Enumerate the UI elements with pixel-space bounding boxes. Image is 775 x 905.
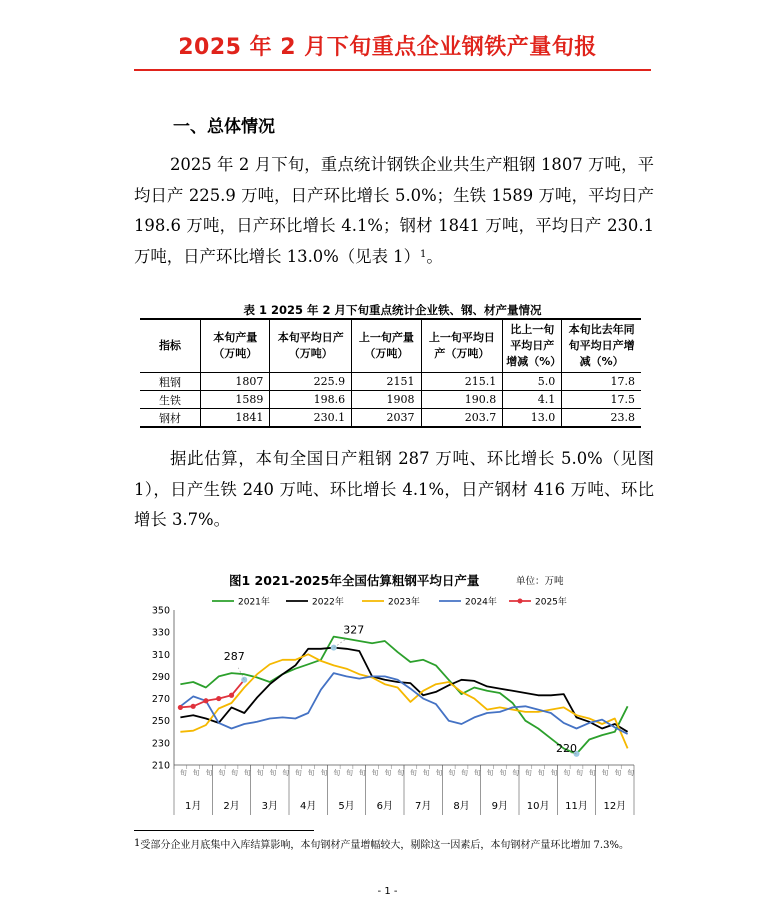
legend-label: 2021年 <box>238 597 270 608</box>
table-cell: 203.7 <box>421 409 503 428</box>
x-period-label: 旬 <box>294 769 303 776</box>
annotation-marker <box>331 645 337 651</box>
x-period-label: 旬 <box>179 769 188 776</box>
page-number: - 1 - <box>377 886 398 897</box>
header-cell: 上一旬平均日产（万吨） <box>421 319 503 373</box>
table-header-row <box>140 319 641 373</box>
summary-paragraph <box>134 150 654 272</box>
data-point-2025 <box>191 704 196 709</box>
table-row <box>140 409 641 428</box>
steel-output-chart <box>134 565 651 825</box>
x-period-label: 旬 <box>256 769 265 776</box>
footnote-divider <box>134 830 314 831</box>
header-cell: 本旬平均日产（万吨） <box>270 319 352 373</box>
x-period-label: 旬 <box>383 769 392 776</box>
x-period-label: 旬 <box>498 769 507 776</box>
table-cell: 215.1 <box>421 373 503 391</box>
x-period-label: 旬 <box>601 769 610 776</box>
production-table <box>140 318 641 428</box>
report-title: 2025 年 2 月下旬重点企业钢铁产量旬报 <box>178 35 597 60</box>
x-month-label: 4月 <box>299 801 317 812</box>
x-month-label: 7月 <box>414 801 432 812</box>
chart-title: 图1 2021-2025年全国估算粗钢平均日产量 <box>229 573 480 588</box>
x-month-label: 9月 <box>491 801 509 812</box>
x-period-label: 旬 <box>524 769 533 776</box>
table-cell: 198.6 <box>270 391 352 409</box>
y-tick-label: 290 <box>151 671 170 683</box>
table-cell: 2037 <box>352 409 421 428</box>
table-caption: 表 1 2025 年 2 月下旬重点统计企业铁、钢、材产量情况 <box>243 303 542 317</box>
x-period-label: 旬 <box>230 769 239 776</box>
x-month-label: 6月 <box>376 801 394 812</box>
x-month-label: 11月 <box>565 801 588 812</box>
x-period-label: 旬 <box>562 769 571 776</box>
y-tick-label: 350 <box>151 605 170 617</box>
section-heading: 一、总体情况 <box>173 117 275 137</box>
x-month-label: 1月 <box>184 801 202 812</box>
x-period-label: 旬 <box>243 769 252 776</box>
table-cell: 23.8 <box>562 409 641 428</box>
x-period-label: 旬 <box>268 769 277 776</box>
table-cell: 1807 <box>201 373 270 391</box>
table-cell: 1841 <box>201 409 270 428</box>
x-month-label: 5月 <box>338 801 355 812</box>
estimate-paragraph: 据此估算，本旬全国日产粗钢 287 万吨、环比增长 5.0%（见图 1），日产生铁 240 万吨、环比增长 4.1%，日产钢材 416 万吨、环比增长 3.7%。 <box>134 449 654 529</box>
x-period-label: 旬 <box>511 769 520 776</box>
x-period-label: 旬 <box>281 769 290 776</box>
header-cell: 上一旬产量（万吨） <box>352 319 421 373</box>
x-period-label: 旬 <box>319 769 328 776</box>
header-cell: 比上一旬平均日产增减（%） <box>503 319 562 373</box>
x-period-label: 旬 <box>460 769 469 776</box>
data-point-2025 <box>203 698 208 703</box>
x-period-label: 旬 <box>575 769 584 776</box>
series-line-2025年 <box>180 680 244 708</box>
table-cell: 2151 <box>352 373 421 391</box>
x-period-label: 旬 <box>549 769 558 776</box>
y-tick-label: 210 <box>151 760 170 772</box>
header-cell: 本旬比去年同旬平均日产增减（%） <box>562 319 641 373</box>
data-point-2025 <box>216 696 221 701</box>
annotation-label: 287 <box>223 649 245 663</box>
y-tick-label: 230 <box>151 738 170 750</box>
y-tick-label: 330 <box>151 627 170 639</box>
x-period-label: 旬 <box>422 769 431 776</box>
x-month-label: 3月 <box>261 801 279 812</box>
series-line-2022年 <box>180 648 627 732</box>
data-point-2025 <box>229 693 234 698</box>
table-cell: 225.9 <box>270 373 352 391</box>
data-point-2025 <box>178 705 183 710</box>
y-tick-label: 250 <box>151 716 170 728</box>
table-cell: 190.8 <box>421 391 503 409</box>
x-period-label: 旬 <box>473 769 482 776</box>
table-row <box>140 391 641 409</box>
x-month-label: 10月 <box>526 801 550 812</box>
x-period-label: 旬 <box>217 769 226 776</box>
x-period-label: 旬 <box>537 769 546 776</box>
series-line-2023年 <box>180 654 627 748</box>
footnote-mark: 1 <box>134 838 141 849</box>
x-period-label: 旬 <box>396 769 405 776</box>
x-period-label: 旬 <box>409 769 418 776</box>
legend-label: 2024年 <box>465 597 497 608</box>
footnote-ref: 1 <box>420 248 427 260</box>
x-period-label: 旬 <box>447 769 456 776</box>
x-period-label: 旬 <box>307 769 316 776</box>
y-tick-label: 310 <box>151 649 170 661</box>
annotation-label: 327 <box>343 623 365 637</box>
table-cell: 5.0 <box>503 373 562 391</box>
legend-label: 2025年 <box>535 597 567 608</box>
header-cell: 本旬产量（万吨） <box>201 319 270 373</box>
x-period-label: 旬 <box>613 769 622 776</box>
x-month-label: 2月 <box>223 801 240 812</box>
y-tick-label: 270 <box>151 694 170 706</box>
table-cell: 17.5 <box>562 391 641 409</box>
footnote <box>134 838 651 853</box>
chart-unit: 单位：万吨 <box>516 576 564 587</box>
x-period-label: 旬 <box>486 769 495 776</box>
row-label: 粗钢 <box>140 373 201 391</box>
table-cell: 230.1 <box>270 409 352 428</box>
x-period-label: 旬 <box>626 769 635 776</box>
x-period-label: 旬 <box>358 769 367 776</box>
x-month-label: 8月 <box>453 801 470 812</box>
title-divider <box>134 69 651 71</box>
x-period-label: 旬 <box>192 769 201 776</box>
table-cell: 17.8 <box>562 373 641 391</box>
annotation-label: 220 <box>556 741 577 755</box>
table-cell: 13.0 <box>503 409 562 428</box>
footnote-text: 受部分企业月底集中入库结算影响，本旬钢材产量增幅较大，剔除这一因素后，本旬钢材产量环比增加 7.3%。 <box>140 840 629 851</box>
x-period-label: 旬 <box>204 769 213 776</box>
table-cell: 1908 <box>352 391 421 409</box>
table-row <box>140 373 641 391</box>
legend-marker <box>518 599 523 604</box>
table-cell: 4.1 <box>503 391 562 409</box>
x-period-label: 旬 <box>371 769 380 776</box>
x-period-label: 旬 <box>434 769 443 776</box>
table-cell: 1589 <box>201 391 270 409</box>
summary-end: 。 <box>426 246 443 266</box>
summary-text: 2025 年 2 月下旬，重点统计钢铁企业共生产粗钢 1807 万吨，平均日产 225.9 万吨，日产环比增长 5.0%；生铁 1589 万吨，平均日产 198.6 万吨，日产环比增长 4.1%；钢材 1841 万吨，平均日产 230.1 万吨，日产环比增长 13.0%（见表 1） <box>134 155 654 266</box>
row-label: 生铁 <box>140 391 201 409</box>
legend-label: 2022年 <box>312 597 344 608</box>
x-month-label: 12月 <box>603 801 627 812</box>
legend-label: 2023年 <box>388 597 420 608</box>
x-period-label: 旬 <box>332 769 341 776</box>
row-label: 钢材 <box>140 409 201 428</box>
x-period-label: 旬 <box>345 769 354 776</box>
header-cell: 指标 <box>140 319 201 373</box>
x-period-label: 旬 <box>588 769 597 776</box>
